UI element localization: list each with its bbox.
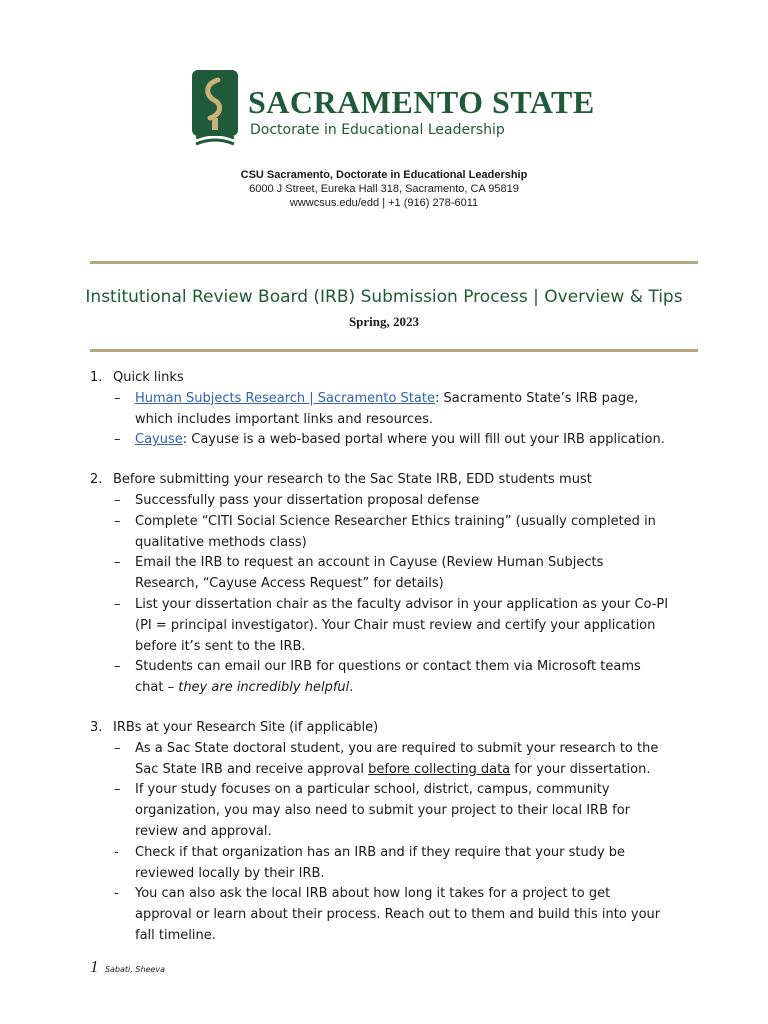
section-heading [90,470,670,491]
sacramento-state-logo-icon [192,70,238,146]
top-divider [90,261,698,264]
document-body [90,368,670,966]
list-item-text-end: . [349,680,354,696]
dash-marker: – [114,390,121,406]
list-item-text: You can also ask the local IRB about how long it takes for a project to get approval or learn about their process. Reach out to them and build this into your fall timeline. [135,886,661,943]
section-number: 1. [90,370,103,385]
list-item [90,739,670,781]
dash-marker: – [114,492,121,508]
list-item [90,780,670,842]
list-item-text: List your dissertation chair as the faculty advisor in your application as your Co-PI (PI = principal investigator). Your Chair must review and certify your application before it’s sent to the IRB. [135,596,669,654]
list-item [90,843,670,885]
section-title: IRBs at your Research Site (if applicable) [113,719,379,735]
underlined-emphasis: before collecting data [368,761,511,777]
section-heading [90,368,670,389]
address-line: 6000 J Street, Eureka Hall 318, Sacramento, CA 95819 [249,183,519,195]
section-title: Before submitting your research to the Sac State IRB, EDD students must [113,472,592,488]
dash-marker: – [114,740,121,756]
section-number: 3. [90,719,103,735]
list-item [90,884,670,946]
list-item-text: : Sacramento State’s IRB page, which includes important links and resources. [135,390,639,427]
italic-emphasis: they are incredibly helpful [178,680,350,696]
logo-wordmark: SACRAMENTO STATE [248,84,595,120]
web-line: wwwcsus.edu/edd | +1 (916) 278-6011 [289,197,479,209]
dash-marker: - [114,844,119,860]
logo-subtitle: Doctorate in Educational Leadership [250,122,505,138]
list-item [90,657,670,699]
page-title: Institutional Review Board (IRB) Submission Process | Overview & Tips [85,287,683,307]
dash-marker: – [114,596,121,612]
bottom-divider [90,349,698,352]
list-item-text: Successfully pass your dissertation proposal defense [135,492,480,508]
logo [192,70,595,150]
dash-marker: - [114,886,119,902]
section-number: 2. [90,472,103,488]
footer-author: Sabati, Sheeva [104,965,165,974]
list-item [90,430,670,451]
list-item [90,491,670,512]
list-item-text: As a Sac State doctoral student, you are required to submit your research to the Sac State IRB and receive approval [135,740,659,777]
list-item [90,553,670,595]
dash-marker: – [114,782,121,798]
list-item [90,595,670,657]
page-footer [90,957,165,977]
cayuse-link[interactable]: Cayuse [135,432,183,448]
page-number: 1 [90,957,99,976]
section-before-submitting [90,470,670,699]
human-subjects-research-link[interactable]: Human Subjects Research | Sacramento State [135,390,435,406]
page-subtitle: Spring, 2023 [348,314,420,329]
section-heading [90,718,670,739]
list-item-text-end: for your dissertation. [510,761,651,777]
list-item-text: Check if that organization has an IRB and if they require that your study be reviewed locally by their IRB. [135,844,626,881]
list-item [90,512,670,554]
org-line: CSU Sacramento, Doctorate in Educational Leadership [240,169,528,181]
section-title: Quick links [113,370,184,385]
dash-marker: – [114,555,121,571]
list-item-text: Email the IRB to request an account in Cayuse (Review Human Subjects Research, “Cayuse Access Request” for details) [135,555,604,592]
list-item [90,389,670,431]
list-item-text: If your study focuses on a particular school, district, campus, community organization, you may also need to submit your project to their local IRB for review and approval. [135,782,631,839]
list-item-text: Students can email our IRB for questions or contact them via Microsoft teams chat – [135,659,641,696]
list-item-text: : Cayuse is a web-based portal where you will fill out your IRB application. [182,432,665,448]
section-research-site-irbs [90,718,670,947]
dash-marker: – [114,513,121,529]
section-quick-links [90,368,670,451]
list-item-text: Complete “CITI Social Science Researcher Ethics training” (usually completed in qualitative methods class) [135,513,656,550]
dash-marker: – [114,659,121,675]
contact-block [0,168,768,210]
dash-marker: – [114,432,121,448]
